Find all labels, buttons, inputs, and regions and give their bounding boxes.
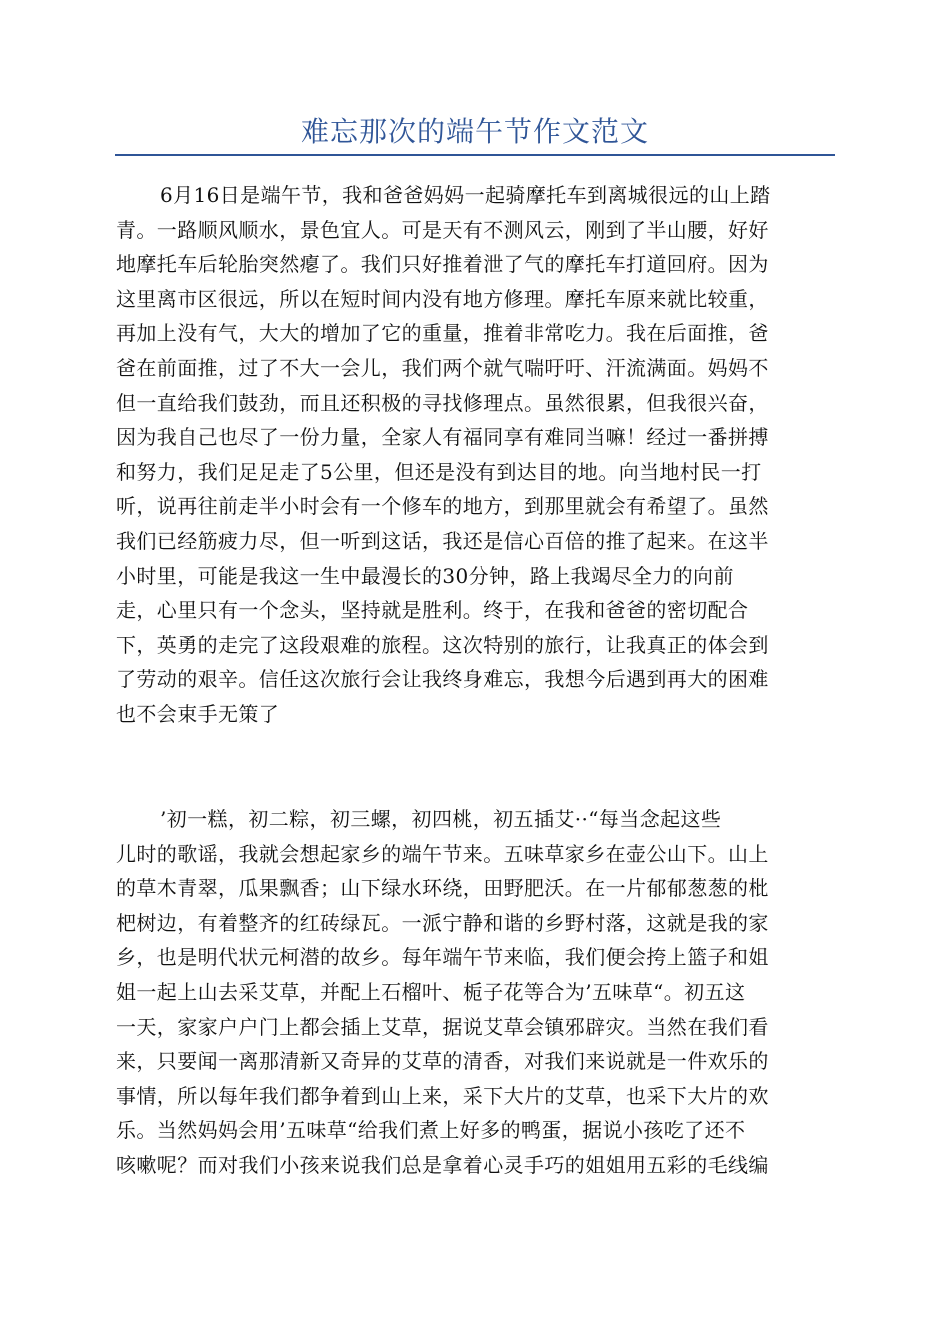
paragraph-line: 因为我自己也尽了一份力量，全家人有福同享有难同当嘛！经过一番拼搏 <box>116 425 769 450</box>
paragraph-2 <box>116 802 836 1183</box>
paragraph-line: ’初一糕，初二粽，初三螺，初四桃，初五插艾··“每当念起这些 <box>160 807 722 831</box>
paragraph-line: 6月16日是端午节，我和爸爸妈妈一起骑摩托车到离城很远的山上踏 <box>160 183 771 207</box>
paragraph-line: 一天，家家户户门上都会插上艾草，据说艾草会镇邪辟灾。当然在我们看 <box>116 1014 769 1039</box>
paragraph-line: 咳嗽呢？而对我们小孩来说我们总是拿着心灵手巧的姐姐用五彩的毛线编 <box>116 1152 769 1177</box>
paragraph-line: 走，心里只有一个念头，坚持就是胜利。终于，在我和爸爸的密切配合 <box>116 598 749 623</box>
paragraph-line: 地摩托车后轮胎突然瘪了。我们只好推着泄了气的摩托车打道回府。因为 <box>116 252 769 277</box>
paragraph-line: 儿时的歌谣，我就会想起家乡的端午节来。五味草家乡在壶公山下。山上 <box>116 841 769 866</box>
document-title: 难忘那次的端午节作文范文 <box>300 115 649 148</box>
paragraph-line: 但一直给我们鼓劲，而且还积极的寻找修理点。虽然很累，但我很兴奋， <box>116 390 769 415</box>
paragraph-line: 听，说再往前走半小时会有一个修车的地方，到那里就会有希望了。虽然 <box>116 494 769 519</box>
paragraph-line: 姐一起上山去采艾草，并配上石榴叶、栀子花等合为’五味草“。初五这 <box>116 979 746 1004</box>
paragraph-line: 青。一路顺风顺水，景色宜人。可是天有不测风云，刚到了半山腰，好好 <box>116 217 769 242</box>
paragraph-line: 了劳动的艰辛。信任这次旅行会让我终身难忘，我想今后遇到再大的困难 <box>116 667 769 692</box>
title-underline <box>115 154 835 156</box>
paragraph-line: 乡，也是明代状元柯潜的故乡。每年端午节来临，我们便会挎上篮子和姐 <box>116 945 769 970</box>
paragraph-line: 杷树边，有着整齐的红砖绿瓦。一派宁静和谐的乡野村落，这就是我的家 <box>116 910 769 935</box>
paragraph-line: 和努力，我们足足走了5公里，但还是没有到达目的地。向当地村民一打 <box>116 459 762 484</box>
paragraph-line: 这里离市区很远，所以在短时间内没有地方修理。摩托车原来就比较重， <box>116 286 769 311</box>
paragraph-line: 下，英勇的走完了这段艰难的旅程。这次特别的旅行，让我真正的体会到 <box>116 632 769 657</box>
paragraph-line: 再加上没有气，大大的增加了它的重量，推着非常吃力。我在后面推，爸 <box>116 321 769 346</box>
paragraph-line: 也不会束手无策了 <box>116 701 280 726</box>
paragraph-line: 的草木青翠，瓜果飘香；山下绿水环绕，田野肥沃。在一片郁郁葱葱的枇 <box>116 876 769 901</box>
paragraph-line: 事情，所以每年我们都争着到山上来，采下大片的艾草，也采下大片的欢 <box>116 1083 769 1108</box>
paragraph-line: 爸在前面推，过了不大一会儿，我们两个就气喘吁吁、汗流满面。妈妈不 <box>116 355 769 380</box>
paragraph-1 <box>116 178 836 732</box>
paragraph-line: 来，只要闻一离那清新又奇异的艾草的清香，对我们来说就是一件欢乐的 <box>116 1049 769 1074</box>
paragraph-line: 我们已经筋疲力尽，但一听到这话，我还是信心百倍的推了起来。在这半 <box>116 528 769 553</box>
paragraph-line: 小时里，可能是我这一生中最漫长的30分钟，路上我竭尽全力的向前 <box>116 563 734 588</box>
paragraph-line: 乐。当然妈妈会用’五味草“给我们煮上好多的鸭蛋，据说小孩吃了还不 <box>116 1118 746 1143</box>
